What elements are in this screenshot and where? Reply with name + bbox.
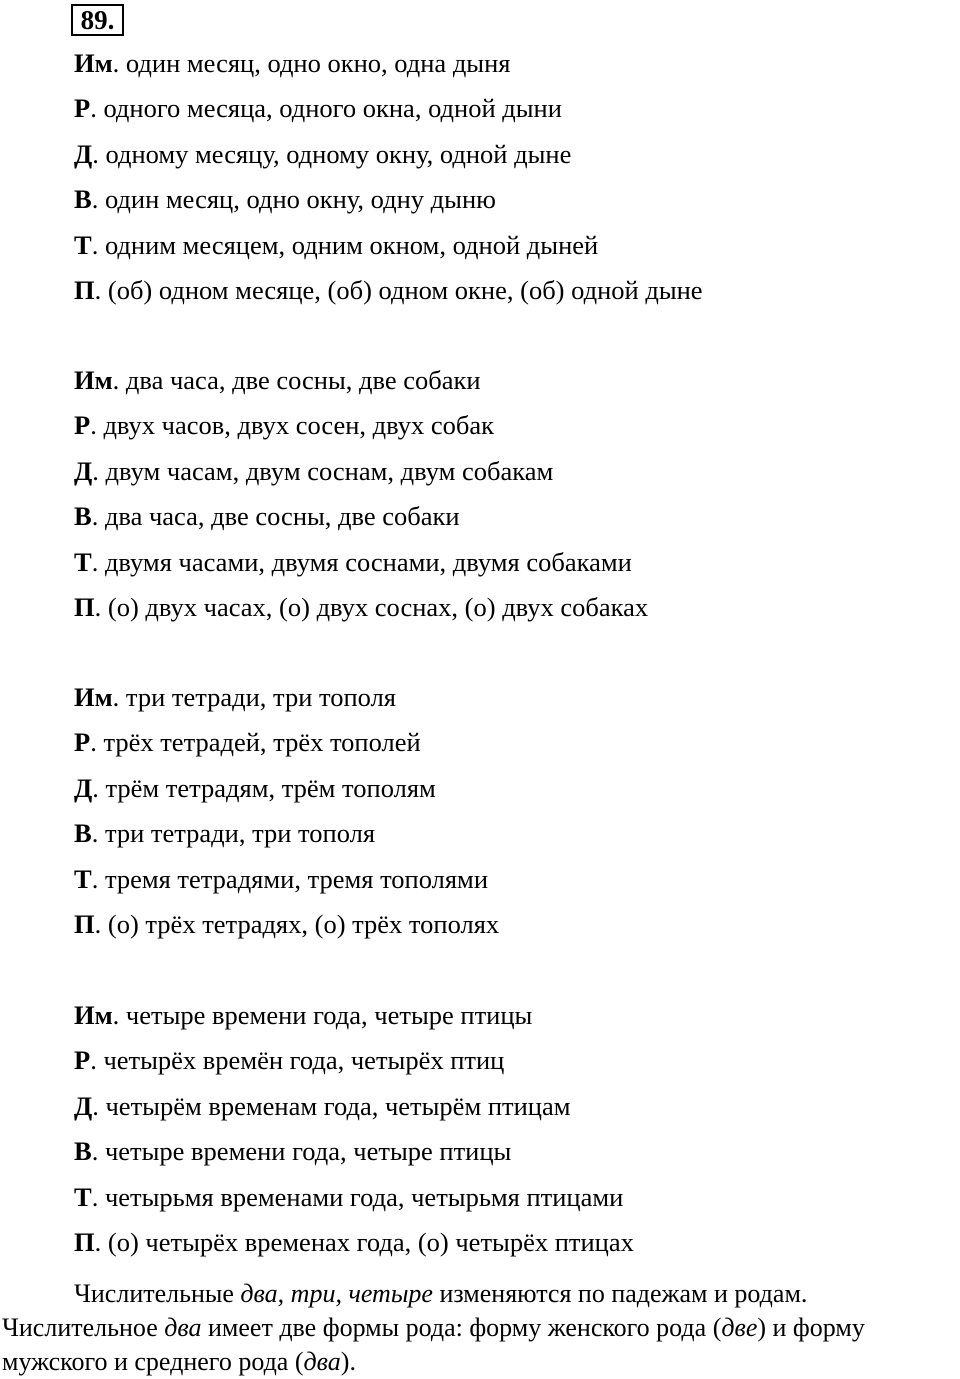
paradigm-block-dva [74, 361, 648, 633]
case-forms: . четыре времени года, четыре птицы [112, 1000, 533, 1030]
case-forms: . (о) трёх тетрадях, (о) трёх тополях [94, 908, 500, 939]
case-row [74, 769, 499, 814]
case-row [74, 497, 648, 542]
case-row [74, 44, 703, 89]
case-row [74, 135, 703, 180]
paradigm-block-odin [74, 44, 703, 316]
case-row [74, 406, 648, 451]
case-label: Р [74, 93, 91, 124]
case-row [74, 1178, 634, 1223]
case-label: Им [74, 682, 113, 712]
case-label: Т [74, 863, 92, 894]
case-label: Д [74, 772, 93, 803]
case-forms: . два часа, две сосны, две собаки [112, 365, 481, 395]
case-row [74, 1041, 634, 1086]
case-label: Р [74, 727, 91, 758]
case-forms: . четыре времени года, четыре птицы [91, 1136, 512, 1167]
case-forms: . одного месяца, одного окна, одной дыни [90, 93, 562, 124]
case-label: В [74, 1136, 92, 1167]
case-forms: . четырём временам года, четырём птицам [92, 1090, 571, 1121]
note-italic: два [303, 1347, 341, 1376]
case-label: В [74, 501, 92, 532]
case-row [74, 1087, 634, 1132]
case-forms: . один месяц, одно окну, одну дыню [91, 184, 496, 215]
case-forms: . четырьмя временами года, четырьмя птицами [91, 1181, 624, 1212]
case-label: В [74, 818, 92, 849]
case-row [74, 678, 499, 723]
case-label: П [74, 274, 95, 305]
case-forms: . три тетради, три тополя [112, 682, 396, 712]
case-row [74, 361, 648, 406]
case-row [74, 1223, 634, 1268]
case-forms: . (о) двух часах, (о) двух соснах, (о) двух собаках [94, 591, 649, 622]
case-label: Им [74, 48, 113, 78]
case-row [74, 905, 499, 950]
case-forms: . четырёх времён года, четырёх птиц [90, 1045, 505, 1076]
case-label: Им [74, 365, 113, 395]
paradigm-block-chetyre [74, 996, 634, 1268]
case-forms: . двумя часами, двумя соснами, двумя собаками [91, 546, 632, 577]
rule-note [2, 1277, 960, 1379]
case-label: Т [74, 229, 92, 260]
case-row [74, 452, 648, 497]
case-forms: . (об) одном месяце, (об) одном окне, (об) одной дыне [94, 274, 703, 305]
case-label: Т [74, 546, 92, 577]
note-text: мужского и среднего рода ( [2, 1347, 304, 1376]
note-line-1 [2, 1277, 960, 1311]
note-italic: два, три, четыре [240, 1279, 433, 1308]
case-label: П [74, 1226, 95, 1257]
case-row [74, 588, 648, 633]
case-forms: . трём тетрадям, трём тополям [92, 772, 436, 803]
note-italic: два [164, 1313, 202, 1342]
case-label: Д [74, 138, 93, 169]
case-label: П [74, 591, 95, 622]
case-row [74, 89, 703, 134]
note-italic: две [721, 1313, 758, 1342]
note-text: ). [340, 1347, 356, 1376]
case-label: В [74, 184, 92, 215]
note-line-2 [2, 1311, 960, 1345]
case-forms: . трёх тетрадей, трёх тополей [90, 727, 421, 758]
case-label: Им [74, 1000, 113, 1030]
case-forms: . одному месяцу, одному окну, одной дыне [92, 138, 572, 169]
case-forms: . тремя тетрадями, тремя тополями [91, 863, 488, 894]
case-label: П [74, 908, 95, 939]
case-row [74, 543, 648, 588]
case-label: Т [74, 1181, 92, 1212]
case-forms: . двум часам, двум соснам, двум собакам [92, 455, 554, 486]
case-forms: . один месяц, одно окно, одна дыня [112, 48, 511, 78]
case-row [74, 723, 499, 768]
note-text: ) и форму [757, 1313, 865, 1342]
case-row [74, 1132, 634, 1177]
note-text: Числительное [2, 1313, 165, 1342]
case-label: Д [74, 1090, 93, 1121]
case-row [74, 860, 499, 905]
case-label: Р [74, 1045, 91, 1076]
case-label: Д [74, 455, 93, 486]
paradigm-block-tri [74, 678, 499, 950]
note-text: Числительные [74, 1279, 241, 1308]
note-text: изменяются по падежам и родам. [432, 1279, 808, 1308]
case-label: Р [74, 410, 91, 441]
case-forms: . три тетради, три тополя [91, 818, 376, 849]
note-line-3 [2, 1345, 960, 1379]
case-row [74, 226, 703, 271]
case-forms: . два часа, две сосны, две собаки [91, 501, 460, 532]
case-forms: . (о) четырёх временах года, (о) четырёх птицах [94, 1226, 634, 1257]
case-forms: . одним месяцем, одним окном, одной дыней [91, 229, 599, 260]
case-forms: . двух часов, двух сосен, двух собак [90, 410, 495, 441]
exercise-number: 89. [71, 4, 124, 36]
case-row [74, 996, 634, 1041]
note-text: имеет две формы рода: форму женского рода ( [201, 1313, 722, 1342]
case-row [74, 814, 499, 859]
case-row [74, 180, 703, 225]
case-row [74, 271, 703, 316]
